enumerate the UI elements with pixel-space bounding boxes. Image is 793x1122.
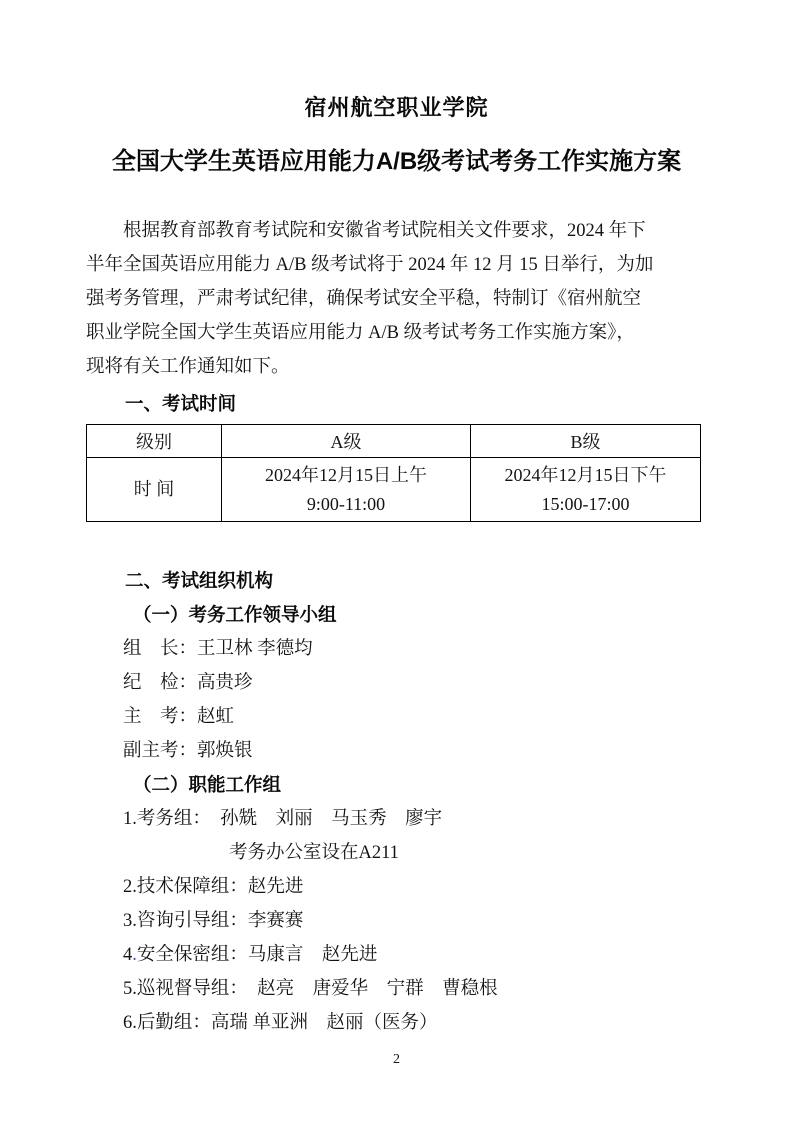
table-time-b-date: 2024年12月15日下午 <box>504 464 667 485</box>
intro-paragraph <box>86 214 707 384</box>
table-time-b <box>471 458 701 522</box>
subsection-2-heading: （二）职能工作组 <box>133 774 282 795</box>
exam-schedule-table <box>86 424 701 522</box>
table-header-level-a: A级 <box>222 425 471 458</box>
functional-group-item-1 <box>123 802 707 836</box>
table-header-level: 级别 <box>87 425 222 458</box>
item-label: 巡视督导组： <box>136 979 239 999</box>
exam-office-note: 考务办公室设在A211 <box>229 843 399 863</box>
section-1-heading: 一、考试时间 <box>125 393 237 414</box>
functional-group-item-4 <box>123 938 707 972</box>
table-header-row <box>87 425 701 458</box>
item-dot: . <box>132 945 137 965</box>
item-dot: . <box>132 979 137 999</box>
role-names: 高贵珍 <box>197 673 253 693</box>
item-number: 3 <box>123 911 133 931</box>
role-line-discipline <box>123 666 707 700</box>
role-label: 副主考： <box>123 741 198 761</box>
intro-line: 半年全国英语应用能力 A/B 级考试将于 2024 年 12 月 15 日举行，为加 <box>86 255 654 275</box>
role-label: 纪 检： <box>123 673 198 693</box>
item-number: 4 <box>123 945 133 965</box>
item-members: 高瑞 单亚洲 赵丽（医务） <box>210 1013 438 1033</box>
table-time-a-hours: 9:00-11:00 <box>306 493 386 514</box>
role-names: 郭焕银 <box>197 741 253 761</box>
table-time-b-hours: 15:00-17:00 <box>541 493 630 514</box>
item-members: 马康言 赵先进 <box>247 945 378 965</box>
functional-group-item-3 <box>123 904 707 938</box>
subsection-1-heading: （一）考务工作领导小组 <box>133 604 337 625</box>
role-label: 主 考： <box>123 707 198 727</box>
item-number: 1 <box>123 809 133 829</box>
item-number: 5 <box>123 979 133 999</box>
item-members: 赵先进 <box>247 877 304 897</box>
item-number: 6 <box>123 1013 133 1033</box>
functional-group-item-5 <box>123 972 707 1006</box>
item-label: 后勤组： <box>136 1013 211 1033</box>
doc-subtitle: 全国大学生英语应用能力A/B级考试考务工作实施方案 <box>111 148 682 175</box>
item-dot: . <box>132 1013 137 1033</box>
item-label: 咨询引导组： <box>136 911 248 931</box>
table-time-label: 时 间 <box>87 458 222 522</box>
role-label: 组 长： <box>123 639 198 659</box>
item-dot: . <box>132 911 137 931</box>
intro-line: 现将有关工作通知如下。 <box>86 357 290 377</box>
item-label: 技术保障组： <box>136 877 248 897</box>
item-members: 孙兟 刘丽 马玉秀 廖宇 <box>201 809 443 829</box>
role-line-deputy-examiner <box>123 734 707 768</box>
item-dot: . <box>132 809 137 829</box>
section-2-heading: 二、考试组织机构 <box>125 570 274 591</box>
intro-line: 强考务管理，严肃考试纪律，确保考试安全平稳，特制订《宿州航空 <box>86 289 642 309</box>
item-label: 安全保密组： <box>136 945 248 965</box>
role-names: 王卫林 李德均 <box>197 639 313 659</box>
item-label: 考务组： <box>136 809 202 829</box>
doc-title: 宿州航空职业学院 <box>304 95 489 120</box>
functional-group-item-2 <box>123 870 707 904</box>
page-number: 2 <box>393 1052 400 1067</box>
table-time-a-date: 2024年12月15日上午 <box>265 464 427 485</box>
table-time-a <box>222 458 471 522</box>
intro-line: 根据教育部教育考试院和安徽省考试院相关文件要求，2024 年下 <box>123 221 646 241</box>
item-members: 赵亮 唐爱华 宁群 曹稳根 <box>238 979 498 999</box>
functional-group-item-6 <box>123 1006 707 1040</box>
role-line-chief-examiner <box>123 700 707 734</box>
role-names: 赵虹 <box>197 707 235 727</box>
item-number: 2 <box>123 877 133 897</box>
intro-line: 职业学院全国大学生英语应用能力 A/B 级考试考务工作实施方案》， <box>86 323 635 343</box>
role-line-leader <box>123 632 707 666</box>
table-header-level-b: B级 <box>471 425 701 458</box>
table-time-row <box>87 458 701 522</box>
item-dot: . <box>132 877 137 897</box>
item-members: 李赛赛 <box>247 911 304 931</box>
